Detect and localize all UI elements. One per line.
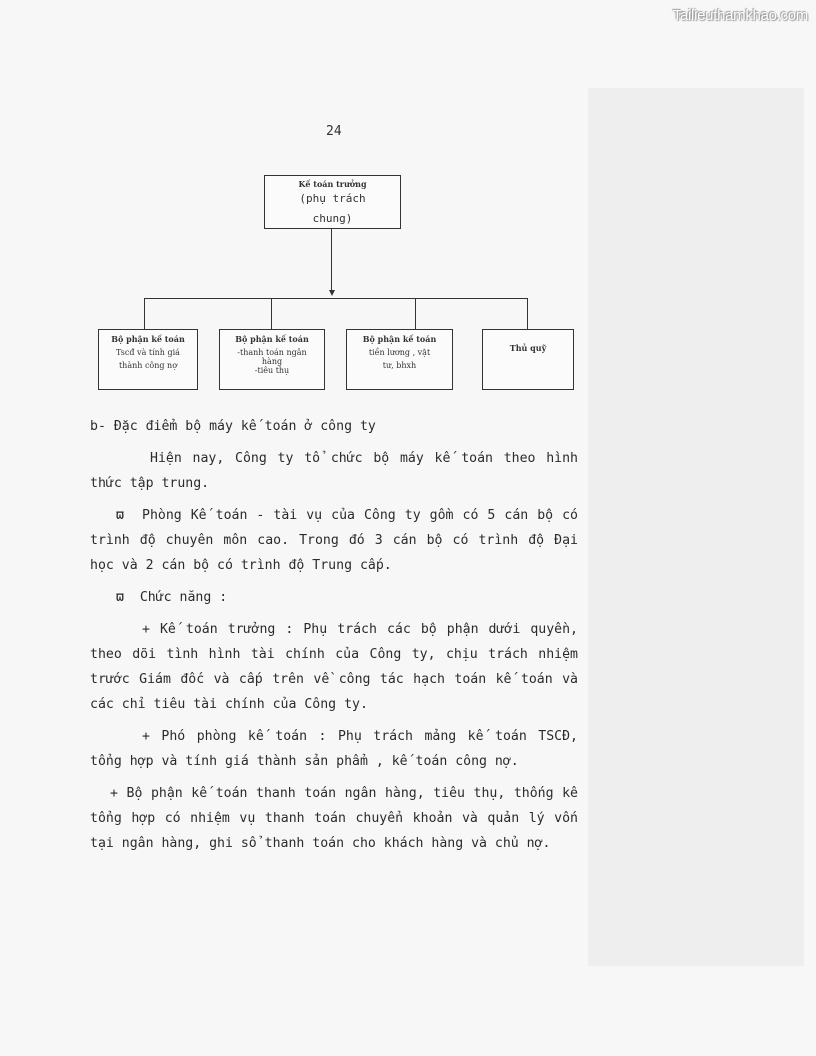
side-panel (588, 88, 804, 966)
org-node-desc: Tscđ và tính giá thành công nợ (116, 348, 180, 370)
bullet-symbol: ϖ (116, 590, 124, 605)
connector-drop-1 (144, 298, 145, 330)
org-node-desc: -thanh toán ngân hàng -tiêu thụ (237, 348, 307, 375)
org-node-title: Bộ phận kế toán (235, 334, 309, 344)
org-node-title: Bộ phận kế toán (362, 334, 437, 344)
paragraph-bullet (90, 503, 578, 578)
org-node-desc: tiền lương , vật tư, bhxh (368, 348, 431, 370)
connector-drop-3 (415, 298, 416, 330)
section-heading: b- Đặc điểm bộ máy kế toán ở công ty (90, 419, 376, 434)
org-node-fixed-assets (98, 329, 198, 390)
watermark: Tailieuthamkhao.com (672, 7, 808, 24)
paragraph-text: Chức năng : (139, 590, 228, 605)
org-node-salary (346, 329, 453, 390)
paragraph: + Kế toán trưởng : Phụ trách các bộ phận dưới quyền, theo dõi tình hình tài chính của Công ty, chịu trách nhiệm trước Giám đốc và cấp trên về công tác hạch toán kế toán và các chỉ tiêu tài chính của Công ty. (90, 622, 578, 712)
org-node-chief-accountant (264, 175, 401, 229)
org-node-payments (219, 329, 325, 390)
org-node-title: Kế toán trưởng (298, 179, 367, 189)
paragraph: Hiện nay, Công ty tổ chức bộ máy kế toán theo hình thức tập trung. (90, 451, 578, 491)
connector-vertical-root (331, 229, 332, 291)
document-body (90, 414, 578, 856)
org-node-title: Thủ quỹ (509, 343, 547, 353)
paragraph-bullet (90, 585, 578, 610)
connector-drop-2 (271, 298, 272, 330)
paragraph: + Bộ phận kế toán thanh toán ngân hàng, tiêu thụ, thống kê tổng hợp có nhiệm vụ thanh toán chuyển khoản và quản lý vốn tại ngân hàng, ghi sổ thanh toán cho khách hàng và chủ nợ. (90, 786, 578, 851)
org-node-treasurer (482, 329, 574, 390)
connector-drop-4 (527, 298, 528, 330)
page-number: 24 (326, 124, 342, 139)
arrow-down-icon (329, 290, 335, 296)
org-node-title: Bộ phận kế toán (111, 334, 185, 344)
connector-horizontal (144, 298, 528, 299)
paragraph-text: Phòng Kế toán - tài vụ của Công ty gồm có 5 cán bộ có trình độ chuyên môn cao. Trong đó 3 cán bộ có trình độ Đại học và 2 cán bộ có trình độ Trung cấp. (90, 508, 579, 573)
bullet-symbol: ϖ (116, 508, 124, 523)
paragraph: + Phó phòng kế toán : Phụ trách mảng kế toán TSCĐ, tổng hợp và tính giá thành sản phẩm , kế toán công nợ. (90, 729, 578, 769)
org-node-desc: (phụ trách chung) (299, 192, 366, 225)
